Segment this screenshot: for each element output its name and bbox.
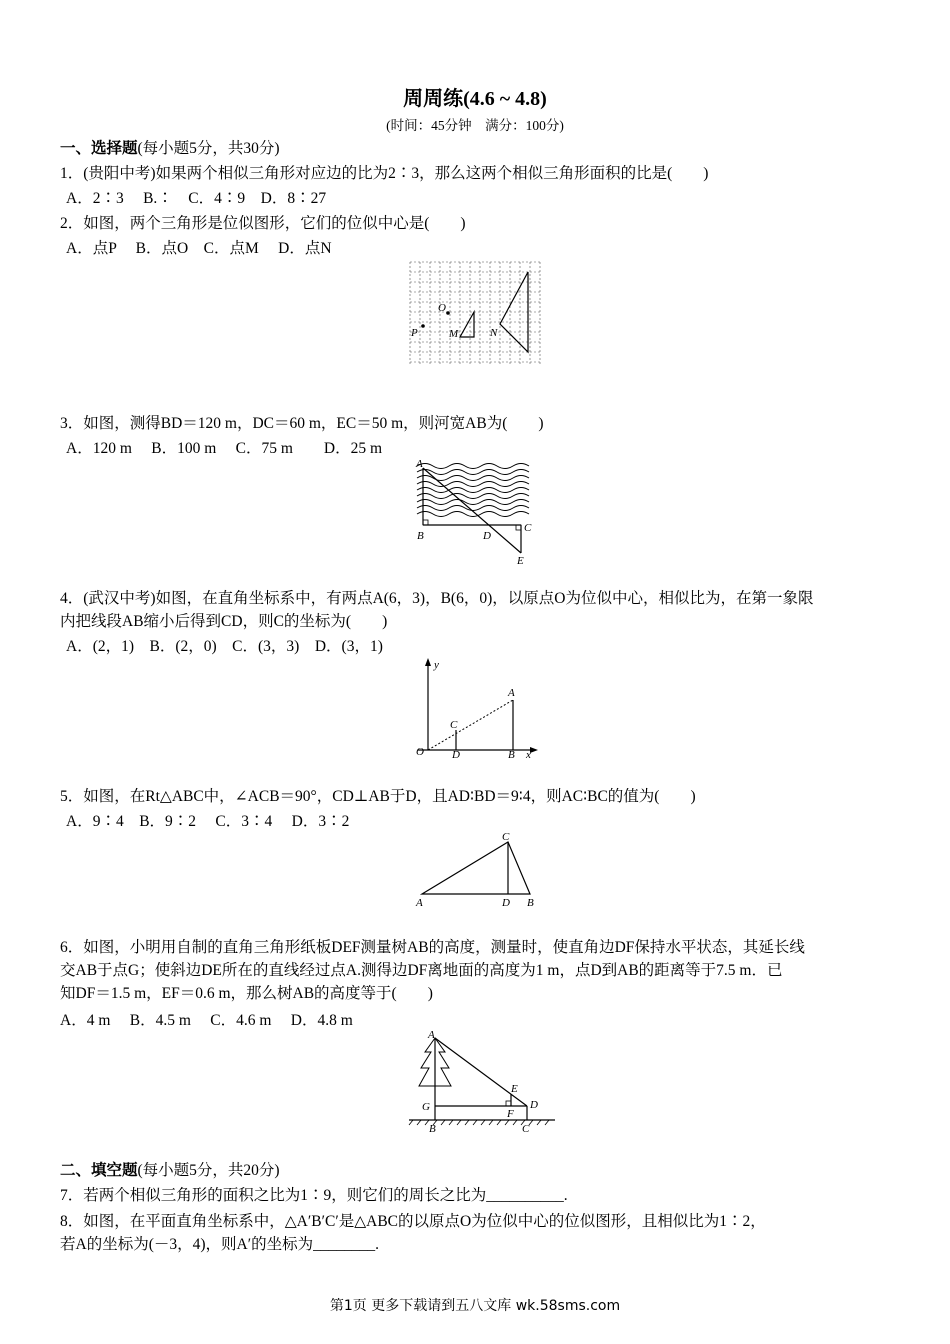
q2-figure: [408, 260, 543, 370]
q2-point-p: [421, 324, 425, 328]
q2-point-o: [446, 311, 450, 315]
q8-stem-line-1: 8．如图，在平面直角坐标系中，△A′B′C′是△ABC的以原点O为位似中心的位似图形，且相似比为1∶2，: [60, 1213, 766, 1230]
q3-label-d: D: [483, 530, 491, 542]
q6-label-c: C: [522, 1123, 530, 1135]
q6-options: A．4 m B．4.5 m C．4.6 m D．4.8 m: [60, 1012, 353, 1029]
q3-label-c: C: [524, 522, 532, 534]
q6-label-b: B: [429, 1123, 436, 1135]
q2-options: A．点P B．点O C．点M D．点N: [66, 240, 332, 257]
q5-label-a: A: [416, 897, 423, 909]
q2-grid: [410, 262, 540, 364]
q4-label-o: O: [416, 746, 424, 758]
q4-stem-line-1: 4．(武汉中考)如图，在直角坐标系中，有两点A(6，3)，B(6，0)，以原点O为位似中心，相似比为，在第一象限: [60, 590, 814, 607]
page-title: 周周练(4.6 ~ 4.8): [403, 88, 547, 110]
q3-options: A．120 m B．100 m C．75 m D．25 m: [66, 440, 383, 457]
q2-label-m: M: [449, 328, 459, 340]
q2-small-triangle: [460, 312, 474, 337]
q6-label-g: G: [422, 1101, 430, 1113]
page-footer: 第1页 更多下载请到五八文库 wk.58sms.com: [329, 1298, 621, 1314]
page-subtitle: (时间：45分钟 满分：100分): [386, 118, 564, 133]
q3-label-b: B: [417, 530, 424, 542]
q6-label-e: E: [511, 1083, 518, 1095]
q5-triangle: [422, 842, 530, 894]
q6-label-a: A: [428, 1029, 435, 1041]
q6-stem-line-1: 6．如图，小明用自制的直角三角形纸板DEF测量树AB的高度，测量时，使直角边DF保持水平状态，其延长线: [60, 939, 805, 956]
q2-label-n: N: [490, 327, 498, 339]
q4-dotted-line: [428, 700, 513, 750]
section-1-note: (每小题5分，共30分): [137, 140, 280, 157]
q8-stem-line-2: 若A的坐标为(－3，4)，则A′的坐标为________.: [60, 1236, 379, 1253]
q5-figure: [414, 830, 544, 910]
q2-label-p: P: [411, 327, 418, 339]
q1-options: A．2∶3 B.∶ C．4∶9 D．8∶27: [66, 190, 327, 207]
q4-stem: [60, 587, 813, 633]
section-1-title: 一、选择题: [60, 140, 138, 157]
q4-label-a: A: [508, 687, 515, 699]
section-2-note: (每小题5分，共20分): [137, 1162, 280, 1179]
q4-label-d: D: [452, 749, 460, 761]
q6-label-d: D: [530, 1099, 538, 1111]
q3-label-a: A: [416, 458, 423, 470]
q3-river-waves: [417, 464, 529, 517]
section-2-title: 二、填空题: [60, 1162, 138, 1179]
q3-label-e: E: [517, 555, 524, 567]
q4-label-y: y: [434, 659, 439, 671]
q2-stem: 2．如图，两个三角形是位似图形，它们的位似中心是( ): [60, 215, 466, 232]
section-1-heading: [60, 139, 280, 159]
q4-label-x: x: [526, 749, 531, 761]
q6-figure: [405, 1029, 560, 1135]
section-2-heading: [60, 1161, 280, 1181]
q2-label-o: O: [438, 302, 446, 314]
q6-label-f: F: [507, 1108, 514, 1120]
q4-options: A．(2，1) B．(2，0) C．(3，3) D．(3，1): [66, 638, 383, 655]
q5-options: A．9∶4 B．9∶2 C．3∶4 D．3∶2: [66, 813, 350, 830]
q6-stem: [60, 936, 805, 1005]
q5-label-b: B: [527, 897, 534, 909]
q6-stem-line-2: 交AB于点G；使斜边DE所在的直线经过点A.测得边DF离地面的高度为1 m，点D到AB的距离等于7.5 m．已: [60, 962, 783, 979]
q1-stem: 1．(贵阳中考)如果两个相似三角形对应边的比为2∶3，那么这两个相似三角形面积的比是( ): [60, 165, 709, 182]
q4-label-b: B: [508, 749, 515, 761]
q4-stem-line-2: 内把线段AB缩小后得到CD，则C的坐标为( ): [60, 613, 388, 630]
q3-figure: [413, 458, 538, 568]
q6-line-ad: [435, 1038, 527, 1106]
q5-label-c: C: [502, 831, 510, 843]
q7-stem: 7．若两个相似三角形的面积之比为1∶9，则它们的周长之比为__________.: [60, 1187, 568, 1204]
q6-stem-line-3: 知DF＝1.5 m，EF＝0.6 m，那么树AB的高度等于( ): [60, 985, 433, 1002]
q8-stem: [60, 1210, 766, 1256]
q5-stem: 5．如图，在Rt△ABC中，∠ACB＝90°，CD⊥AB于D，且AD∶BD＝9∶4，则AC∶BC的值为( ): [60, 788, 696, 805]
q5-label-d: D: [502, 897, 510, 909]
q3-stem: 3．如图，测得BD＝120 m，DC＝60 m，EC＝50 m，则河宽AB为( ): [60, 415, 544, 432]
q4-figure: [412, 658, 542, 763]
q4-label-c: C: [450, 719, 458, 731]
